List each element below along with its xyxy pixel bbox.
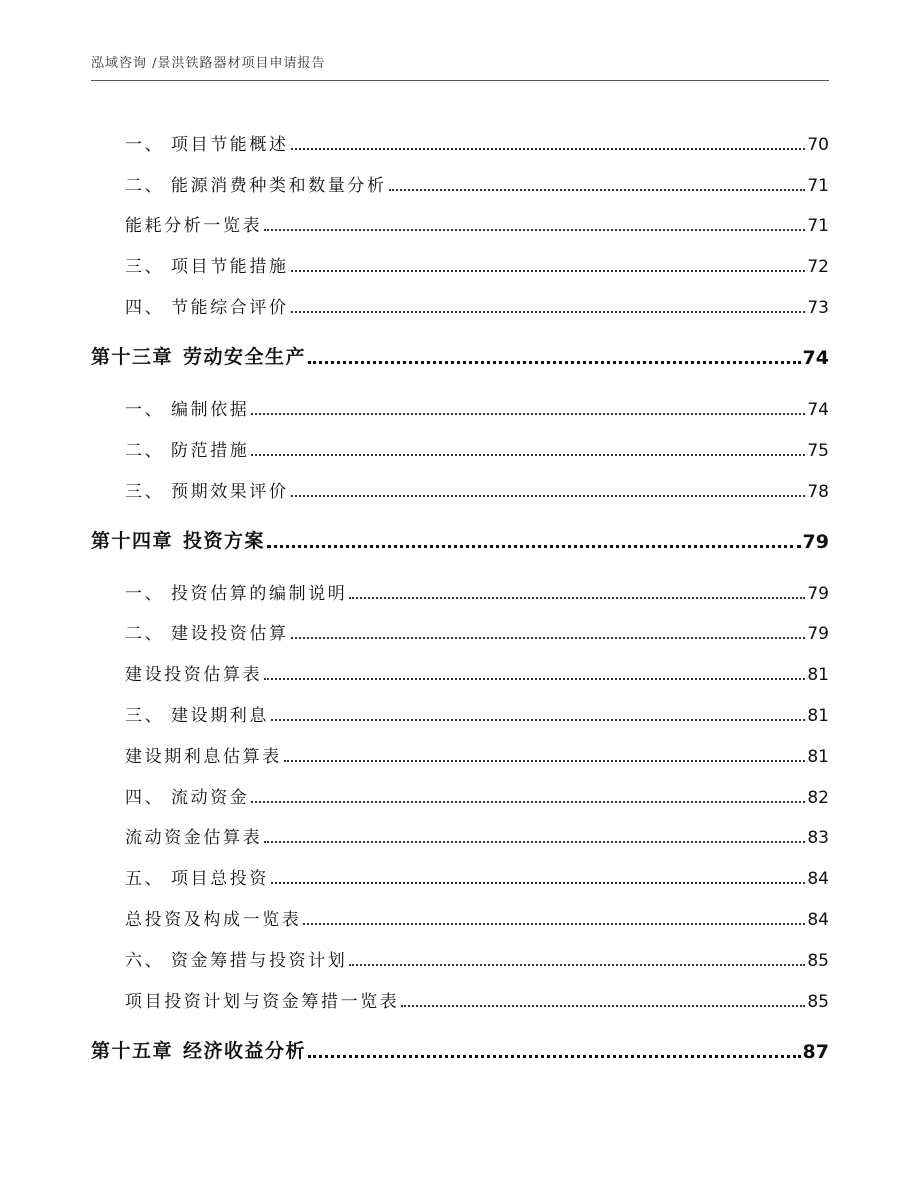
toc-entry-title: 编制依据 <box>171 399 250 420</box>
toc-entry-page: 73 <box>807 297 829 318</box>
toc-entry-page: 79 <box>807 583 829 604</box>
dot-leader <box>291 311 806 313</box>
toc-entry-page: 82 <box>807 787 829 808</box>
toc-entry[interactable] <box>91 420 829 461</box>
toc-entry-title: 项目投资计划与资金筹措一览表 <box>125 991 400 1012</box>
toc-entry-page: 75 <box>807 440 829 461</box>
dot-leader <box>349 597 805 599</box>
toc-entry-page: 81 <box>807 665 829 686</box>
toc-entry-title: 建设期利息 <box>171 705 269 726</box>
toc-entry-page: 72 <box>807 257 829 278</box>
toc-entry-number: 一、 <box>125 134 165 155</box>
toc-entry-number: 三、 <box>125 481 165 502</box>
toc-entry-number: 六、 <box>125 950 165 971</box>
toc-entry-page: 71 <box>807 216 829 237</box>
dot-leader <box>251 801 805 803</box>
toc-entry-number: 二、 <box>125 175 165 196</box>
chapter-page: 74 <box>802 346 829 369</box>
toc-chapter-15[interactable] <box>91 1012 829 1063</box>
toc-entry-title: 资金筹措与投资计划 <box>171 950 348 971</box>
toc-entry-number: 一、 <box>125 583 165 604</box>
toc-entry[interactable] <box>91 685 829 726</box>
toc-entry-page: 79 <box>807 624 829 645</box>
toc-entry[interactable] <box>91 930 829 971</box>
chapter-label: 第十三章 <box>91 345 174 368</box>
toc-entry[interactable] <box>91 369 829 420</box>
toc-entry-title: 项目节能措施 <box>171 257 289 278</box>
table-of-contents <box>91 114 829 1063</box>
toc-entry-page: 81 <box>807 746 829 767</box>
toc-entry-title: 建设投资估算 <box>171 624 289 645</box>
toc-entry-page: 84 <box>807 869 829 890</box>
toc-entry-number: 一、 <box>125 399 165 420</box>
toc-entry-title: 项目节能概述 <box>171 134 289 155</box>
toc-chapter-14[interactable] <box>91 502 829 553</box>
toc-entry[interactable] <box>91 277 829 318</box>
dot-leader <box>264 678 805 680</box>
toc-entry-title: 建设期利息估算表 <box>125 746 282 767</box>
chapter-label: 第十五章 <box>91 1039 174 1062</box>
toc-entry-page: 78 <box>807 481 829 502</box>
toc-entry-page: 71 <box>807 175 829 196</box>
dot-leader <box>271 882 805 884</box>
toc-entry[interactable] <box>91 889 829 930</box>
toc-entry-number: 三、 <box>125 257 165 278</box>
header-divider <box>91 80 829 81</box>
toc-entry-title: 预期效果评价 <box>171 481 289 502</box>
dot-leader <box>291 637 806 639</box>
toc-entry[interactable] <box>91 808 829 849</box>
toc-entry-number: 三、 <box>125 705 165 726</box>
running-header: 泓域咨询 /景洪铁路器材项目申请报告 <box>91 56 326 71</box>
toc-entry[interactable] <box>91 461 829 502</box>
toc-entry-title: 项目总投资 <box>171 869 269 890</box>
dot-leader <box>264 229 805 231</box>
toc-entry-page: 70 <box>807 134 829 155</box>
chapter-title: 投资方案 <box>183 529 266 552</box>
dot-leader <box>349 964 805 966</box>
toc-entry[interactable] <box>91 726 829 767</box>
toc-chapter-13[interactable] <box>91 318 829 369</box>
toc-entry-page: 74 <box>807 399 829 420</box>
dot-leader <box>271 719 805 721</box>
dot-leader <box>401 1005 805 1007</box>
toc-entry-title: 投资估算的编制说明 <box>171 583 348 604</box>
toc-entry-number: 二、 <box>125 440 165 461</box>
toc-entry[interactable] <box>91 767 829 808</box>
dot-leader <box>308 361 801 364</box>
chapter-title: 经济收益分析 <box>183 1039 307 1062</box>
toc-entry-title: 防范措施 <box>171 440 250 461</box>
chapter-label: 第十四章 <box>91 529 174 552</box>
toc-entry[interactable] <box>91 971 829 1012</box>
dot-leader <box>389 189 806 191</box>
dot-leader <box>291 270 806 272</box>
dot-leader <box>267 545 801 548</box>
dot-leader <box>308 1055 801 1058</box>
toc-entry[interactable] <box>91 196 829 237</box>
toc-entry-title: 建设投资估算表 <box>125 665 263 686</box>
toc-entry-number: 二、 <box>125 624 165 645</box>
toc-entry-page: 85 <box>807 950 829 971</box>
toc-entry-page: 84 <box>807 909 829 930</box>
dot-leader <box>291 148 806 150</box>
toc-entry-title: 能源消费种类和数量分析 <box>171 175 387 196</box>
toc-entry-title: 能耗分析一览表 <box>125 216 263 237</box>
toc-entry[interactable] <box>91 848 829 889</box>
toc-entry-number: 五、 <box>125 869 165 890</box>
toc-entry[interactable] <box>91 553 829 604</box>
dot-leader <box>264 841 805 843</box>
dot-leader <box>303 923 805 925</box>
toc-entry-page: 85 <box>807 991 829 1012</box>
toc-entry-number: 四、 <box>125 297 165 318</box>
toc-entry-title: 流动资金估算表 <box>125 828 263 849</box>
dot-leader <box>251 454 805 456</box>
dot-leader <box>284 760 806 762</box>
toc-entry-title: 节能综合评价 <box>171 297 289 318</box>
chapter-title: 劳动安全生产 <box>183 345 307 368</box>
toc-entry[interactable] <box>91 155 829 196</box>
toc-entry-title: 总投资及构成一览表 <box>125 909 302 930</box>
toc-entry[interactable] <box>91 114 829 155</box>
toc-entry-title: 流动资金 <box>171 787 250 808</box>
toc-entry-page: 83 <box>807 828 829 849</box>
chapter-page: 79 <box>802 530 829 553</box>
dot-leader <box>251 413 805 415</box>
chapter-page: 87 <box>802 1040 829 1063</box>
toc-entry[interactable] <box>91 236 829 277</box>
dot-leader <box>291 495 806 497</box>
toc-entry[interactable] <box>91 644 829 685</box>
toc-entry-number: 四、 <box>125 787 165 808</box>
toc-entry-page: 81 <box>807 705 829 726</box>
toc-entry[interactable] <box>91 604 829 645</box>
